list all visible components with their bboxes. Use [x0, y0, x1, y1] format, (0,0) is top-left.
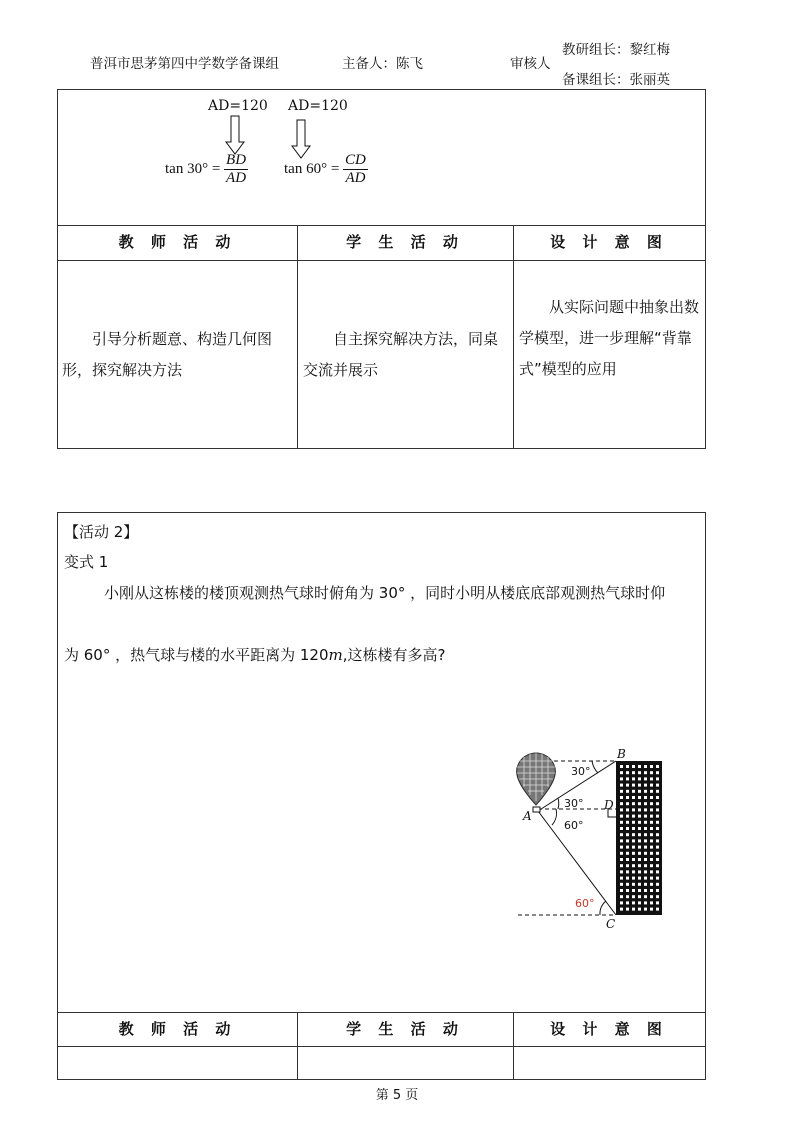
- page-number: 第 5 页: [375, 1088, 419, 1103]
- research-leader: 教研组长：黎红梅: [562, 42, 670, 58]
- header-teacher: 教 师 活 动: [118, 233, 237, 251]
- equation-tan60: tan 60° = $\frac{CD}{AD}$: [284, 152, 366, 186]
- angle-top: 30°: [571, 765, 591, 778]
- lesson-leader: 备课组长：张丽英: [562, 72, 670, 88]
- problem-line-1: 小刚从这栋楼的楼顶观测热气球时俯角为 30° ，同时小明从楼底底部观测热气球时仰: [104, 584, 666, 602]
- header-design: 设 计 意 图: [550, 233, 668, 251]
- header2-design: 设 计 意 图: [550, 1020, 668, 1038]
- variant-label: 变式 1: [64, 553, 109, 571]
- activity-title: 【活动 2】: [64, 523, 139, 541]
- preparer: 主备人：陈飞: [342, 56, 423, 72]
- angle-low: 60°: [564, 819, 584, 832]
- header-student: 学 生 活 动: [346, 233, 464, 251]
- reviewer: 审核人: [510, 56, 551, 72]
- balloon-building-diagram: [508, 743, 678, 943]
- label-a: A: [523, 809, 532, 823]
- group-name: 普洱市思茅第四中学数学备课组: [90, 56, 279, 72]
- problem-line-2: 为 60° ，热气球与楼的水平距离为 120m,这栋楼有多高?: [64, 646, 446, 664]
- teacher-activity: 引导分析题意、构造几何图形，探究解决方法: [62, 330, 273, 379]
- angle-bottom: 60°: [575, 897, 595, 910]
- activity-2-box: [57, 512, 706, 1080]
- header2-teacher: 教 师 活 动: [118, 1020, 237, 1038]
- student-activity: 自主探究解决方法，同桌交流并展示: [303, 330, 499, 379]
- label-ad-left: AD=120: [208, 98, 268, 114]
- header2-student: 学 生 活 动: [346, 1020, 464, 1038]
- angle-mid: 30°: [564, 797, 584, 810]
- label-d: D: [604, 798, 614, 812]
- label-b: B: [617, 747, 626, 761]
- lesson-table-1: [57, 89, 706, 449]
- equation-tan30: tan 30° = $\frac{BD}{AD}$: [165, 152, 247, 186]
- label-c: C: [606, 917, 616, 931]
- design-intent: 从实际问题中抽象出数学模型，进一步理解“背靠式”模型的应用: [519, 298, 700, 378]
- label-ad-right: AD=120: [288, 98, 348, 114]
